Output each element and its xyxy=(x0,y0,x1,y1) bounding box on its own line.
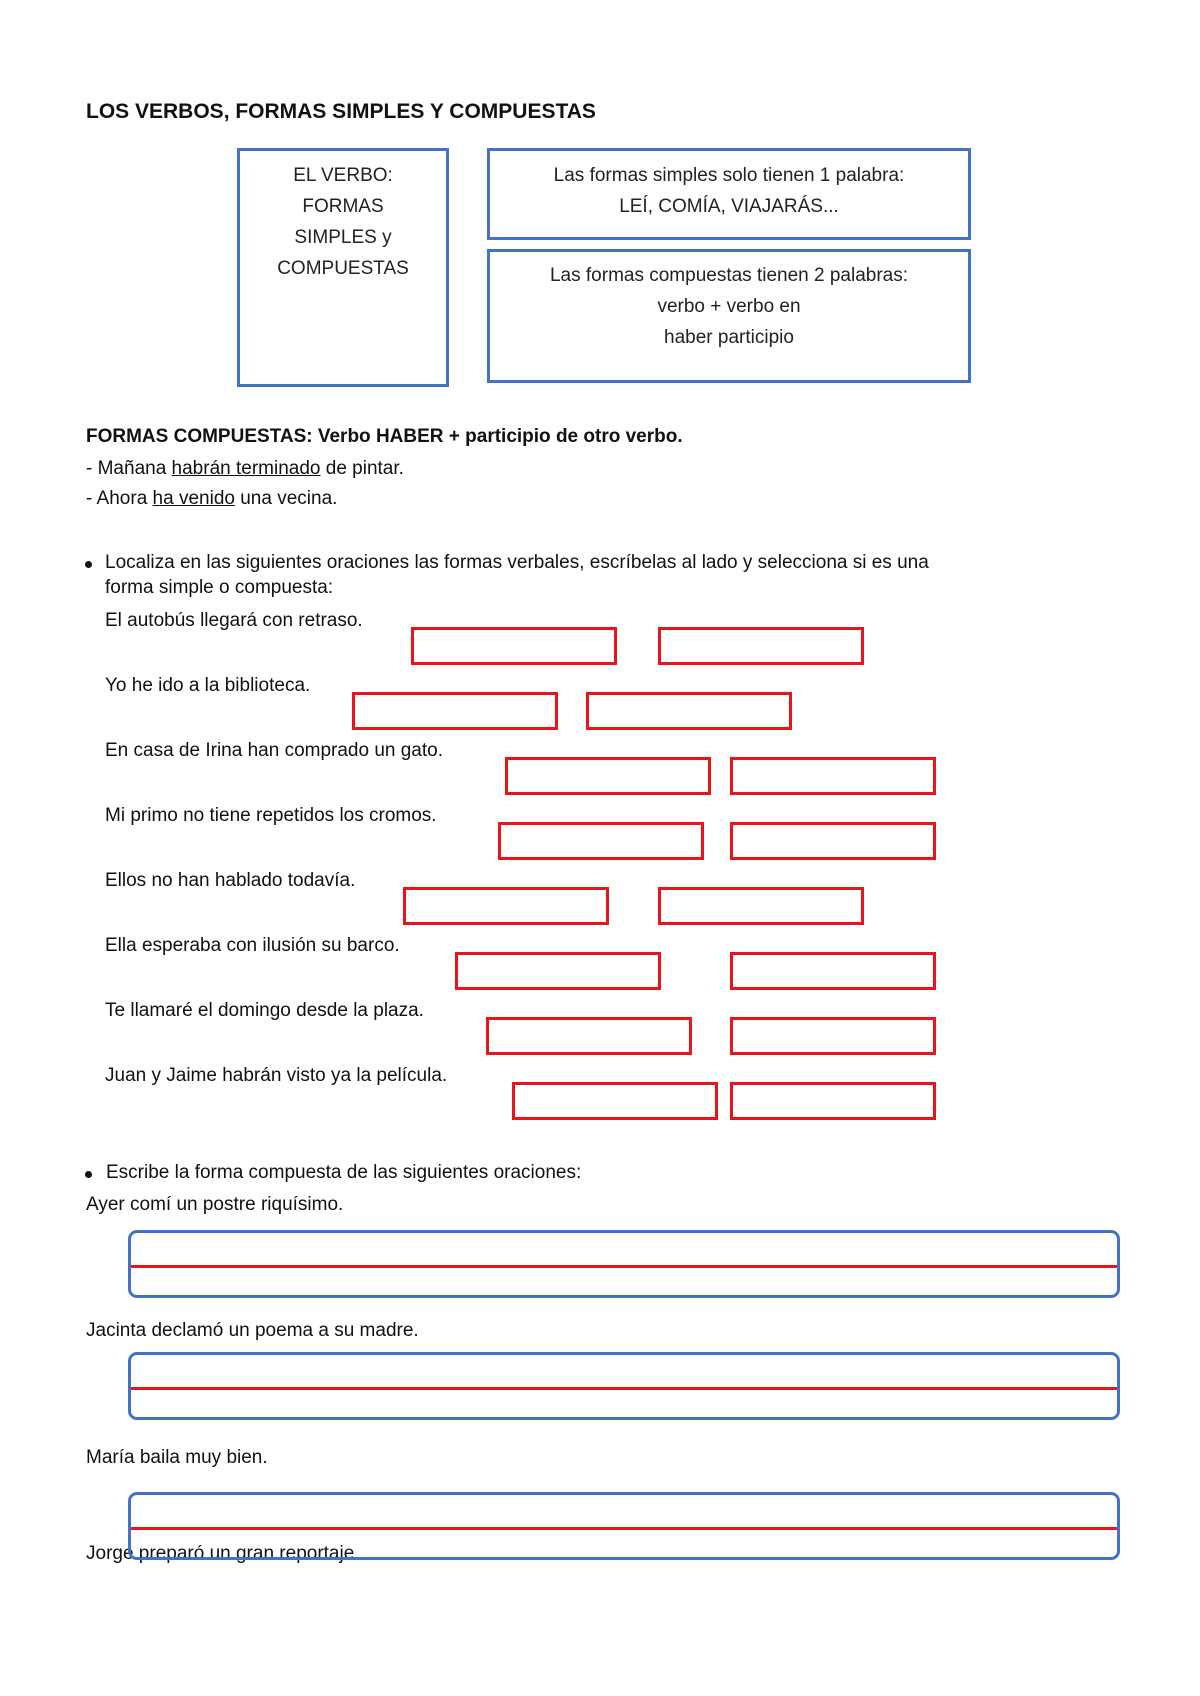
example-suffix: una vecina. xyxy=(234,488,338,509)
exercise1-sentence: Ella esperaba con ilusión su barco. xyxy=(105,935,400,956)
verb-answer-box[interactable] xyxy=(352,692,558,730)
writing-line xyxy=(131,1265,1117,1268)
compound-forms-line: haber participio xyxy=(664,327,794,348)
exercise1-sentence: Juan y Jaime habrán visto ya la película. xyxy=(105,1065,448,1086)
verb-answer-box[interactable] xyxy=(403,887,609,925)
verb-answer-box[interactable] xyxy=(411,627,617,665)
form-type-box[interactable] xyxy=(658,627,864,665)
rule-heading: FORMAS COMPUESTAS: Verbo HABER + participio de otro verbo. xyxy=(86,426,683,447)
concept-line: EL VERBO: xyxy=(293,165,393,186)
simple-forms-line: Las formas simples solo tienen 1 palabra: xyxy=(553,165,905,186)
exercise1-sentence: Te llamaré el domingo desde la plaza. xyxy=(105,1000,424,1021)
compound-answer-field[interactable] xyxy=(128,1492,1120,1560)
compound-forms-box xyxy=(487,249,971,383)
exercise1-sentence: Yo he ido a la biblioteca. xyxy=(105,675,311,696)
exercise1-sentence: Mi primo no tiene repetidos los cromos. xyxy=(105,805,437,826)
compound-forms-line: verbo + verbo en xyxy=(657,296,801,317)
verb-answer-box[interactable] xyxy=(486,1017,692,1055)
writing-line xyxy=(131,1387,1117,1390)
example-prefix: - Ahora xyxy=(86,488,153,509)
verb-answer-box[interactable] xyxy=(512,1082,718,1120)
example-verb: habrán terminado xyxy=(171,458,321,479)
page-title: LOS VERBOS, FORMAS SIMPLES Y COMPUESTAS xyxy=(86,100,596,123)
example-verb: ha venido xyxy=(152,488,235,509)
verb-answer-box[interactable] xyxy=(498,822,704,860)
exercise1-instruction-cont: forma simple o compuesta: xyxy=(105,577,334,598)
form-type-box[interactable] xyxy=(730,952,936,990)
compound-forms-line: Las formas compuestas tienen 2 palabras: xyxy=(549,265,909,286)
form-type-box[interactable] xyxy=(586,692,792,730)
exercise2-instruction: Escribe la forma compuesta de las siguientes oraciones: xyxy=(106,1162,582,1183)
form-type-box[interactable] xyxy=(658,887,864,925)
exercise1-sentence: El autobús llegará con retraso. xyxy=(105,610,363,631)
example-prefix: - Mañana xyxy=(86,458,172,479)
form-type-box[interactable] xyxy=(730,757,936,795)
exercise2-sentence: Ayer comí un postre riquísimo. xyxy=(86,1194,344,1215)
exercise2-sentence: Jacinta declamó un poema a su madre. xyxy=(86,1320,419,1341)
concept-line: COMPUESTAS xyxy=(277,258,409,279)
compound-answer-field[interactable] xyxy=(128,1230,1120,1298)
bullet-icon xyxy=(85,561,92,568)
exercise2-sentence: Jorge preparó un gran reportaje. xyxy=(86,1543,360,1564)
writing-line xyxy=(131,1527,1117,1530)
bullet-icon xyxy=(85,1171,92,1178)
exercise1-sentence: En casa de Irina han comprado un gato. xyxy=(105,740,444,761)
exercise1-sentence: Ellos no han hablado todavía. xyxy=(105,870,356,891)
verb-answer-box[interactable] xyxy=(505,757,711,795)
simple-forms-box xyxy=(487,148,971,240)
example-suffix: de pintar. xyxy=(320,458,404,479)
compound-answer-field[interactable] xyxy=(128,1352,1120,1420)
rule-example-2 xyxy=(86,488,337,510)
exercise2-sentence: María baila muy bien. xyxy=(86,1447,268,1468)
rule-example-1 xyxy=(86,458,404,480)
form-type-box[interactable] xyxy=(730,1082,936,1120)
form-type-box[interactable] xyxy=(730,1017,936,1055)
exercise1-instruction: Localiza en las siguientes oraciones las formas verbales, escríbelas al lado y selecciona si es una xyxy=(105,552,929,573)
concept-line: SIMPLES y xyxy=(294,227,392,248)
concept-box xyxy=(237,148,449,387)
simple-forms-line: LEÍ, COMÍA, VIAJARÁS... xyxy=(619,196,839,217)
concept-line: FORMAS xyxy=(302,196,384,217)
verb-answer-box[interactable] xyxy=(455,952,661,990)
form-type-box[interactable] xyxy=(730,822,936,860)
